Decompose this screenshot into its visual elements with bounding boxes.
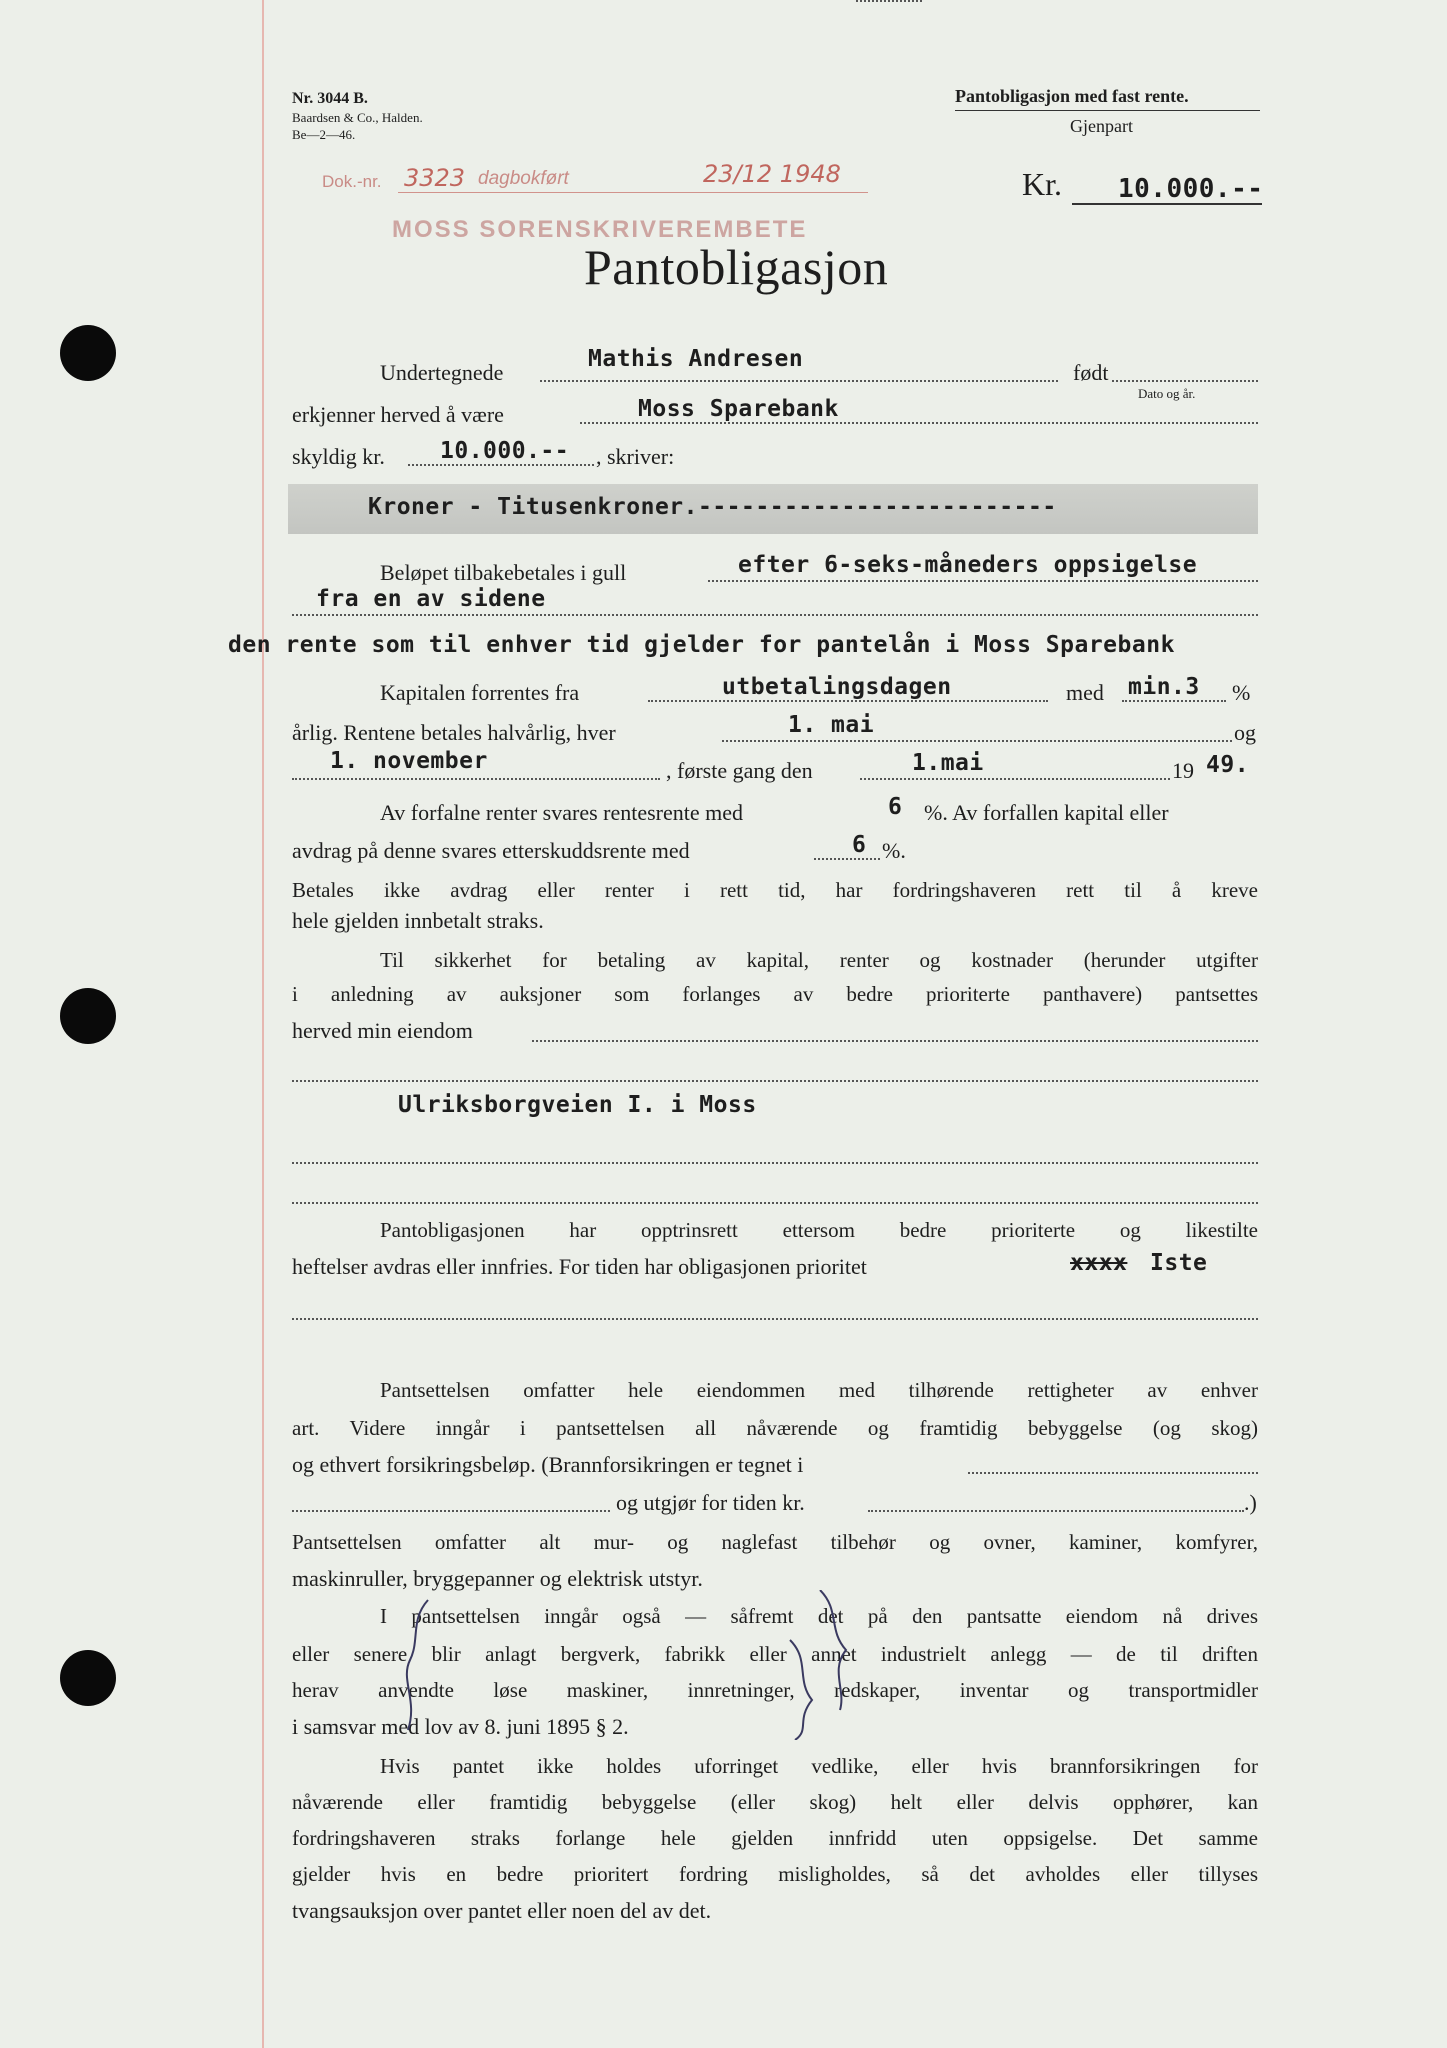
print-code: Be—2—46.: [292, 127, 356, 142]
security-clause-2: i anledning av auksjoner som forlanges av bedre prioriterte panthavere) pantsettes: [292, 982, 1258, 1006]
bracket-marks: [400, 1590, 870, 1740]
year-prefix: 19: [1172, 758, 1194, 783]
birth-date-line: [1112, 380, 1258, 382]
first-date-line: [860, 778, 1170, 780]
skyldig-label: skyldig kr.: [292, 444, 385, 469]
maintenance-2: nåværende eller framtidig bebyggelse (eller skog) helt eller delvis opphører, kan: [292, 1790, 1258, 1814]
default-clause-2: hele gjelden innbetalt straks.: [292, 908, 544, 933]
overdue-text-4: %.: [882, 838, 906, 863]
undertegnede-label: Undertegnede: [380, 360, 504, 385]
interest-from-line: [648, 700, 1048, 702]
amount-words: Kroner - Titusenkroner.-------------------------: [368, 494, 1057, 520]
creditor-label: erkjenner herved å være: [292, 402, 504, 427]
stamp-date: 23/12 1948: [703, 160, 841, 188]
punch-hole: [60, 988, 116, 1044]
kr-underline: [1072, 203, 1262, 205]
scope-4-end: .): [1244, 1490, 1257, 1515]
maintenance-3: fordringshaveren straks forlange hele gjelden innfridd uten oppsigelse. Det samme: [292, 1826, 1258, 1850]
mining-3: herav anvendte løse maskiner, innretninger, redskaper, inventar og transportmidler: [292, 1678, 1258, 1702]
form-number: Nr. 3044 B.: [292, 90, 368, 107]
skyldig-amount: 10.000.--: [440, 438, 570, 464]
property-description: Ulriksborgveien I. i Moss: [398, 1092, 757, 1118]
dato-label: Dato og år.: [1138, 386, 1196, 401]
aarlig-label: årlig. Rentene betales halvårlig, hver: [292, 720, 616, 745]
property-line-3: [292, 1162, 1258, 1164]
fodt-label: født: [1073, 360, 1109, 385]
overdue-rate-line-1: [856, 0, 922, 2]
first-payment-date: 1.mai: [912, 750, 984, 776]
gjenpart-label: Gjenpart: [1070, 116, 1133, 136]
repayment-terms-3: den rente som til enhver tid gjelder for pantelån i Moss Sparebank: [228, 632, 1175, 658]
repayment-line: [708, 580, 1258, 582]
payment-date-1: 1. mai: [788, 712, 875, 738]
property-line-4: [292, 1202, 1258, 1204]
interest-rate: min.3: [1128, 674, 1200, 700]
insurer-line: [968, 1472, 1258, 1474]
year-suffix: 49.: [1206, 752, 1250, 778]
kr-label: Kr.: [1022, 166, 1062, 202]
punch-hole: [60, 1650, 116, 1706]
margin-rule: [262, 0, 264, 2048]
scope-1: Pantsettelsen omfatter hele eiendommen med tilhørende rettigheter av enhver: [380, 1378, 1258, 1402]
maintenance-5: tvangsauksjon over pantet eller noen del av det.: [292, 1898, 712, 1923]
fixtures-2: maskinruller, bryggepanner og elektrisk utstyr.: [292, 1566, 703, 1591]
priority-line: [292, 1318, 1258, 1320]
priority-2: heftelser avdras eller innfries. For tiden har obligasjonen prioritet: [292, 1254, 867, 1279]
printer-name: Baardsen & Co., Halden.: [292, 110, 423, 125]
scope-3: og ethvert forsikringsbeløp. (Brannforsikringen er tegnet i: [292, 1452, 804, 1477]
security-clause-3: herved min eiendom: [292, 1018, 473, 1043]
payment-date-2: 1. november: [330, 748, 488, 774]
date1-line: [722, 740, 1232, 742]
mining-2: eller senere blir anlagt bergverk, fabrikk eller annet industrielt anlegg — de til driften: [292, 1642, 1258, 1666]
interest-from: utbetalingsdagen: [722, 674, 952, 700]
overdue-rate-1: 6: [888, 794, 903, 820]
kapitalen-label: Kapitalen forrentes fra: [380, 680, 580, 705]
property-line-1: [532, 1040, 1258, 1042]
stamp-dagbokfort-label: dagbokført: [478, 168, 569, 189]
creditor-line: [580, 422, 1258, 424]
maintenance-1: Hvis pantet ikke holdes uforringet vedlike, eller hvis brannforsikringen for: [380, 1754, 1258, 1778]
overdue-text-2: %. Av forfallen kapital eller: [924, 800, 1169, 825]
percent-sign: %: [1232, 680, 1251, 705]
priority-value: Iste: [1150, 1250, 1208, 1276]
debtor-name: Mathis Andresen: [588, 346, 804, 372]
overdue-rate-2: 6: [852, 832, 867, 858]
med-label: med: [1066, 680, 1104, 705]
repayment-terms-2: fra en av sidene: [316, 586, 546, 612]
skyldig-line: [408, 464, 594, 466]
stamp-dok-number: 3323: [404, 164, 466, 192]
insurance-line-a: [292, 1510, 610, 1512]
overdue-rate-line-2: [814, 858, 880, 860]
creditor-name: Moss Sparebank: [638, 396, 839, 422]
default-clause-1: Betales ikke avdrag eller renter i rett tid, har fordringshaveren rett til å kreve: [292, 878, 1258, 902]
mining-4: i samsvar med lov av 8. juni 1895 § 2.: [292, 1714, 629, 1739]
skriver-label: , skriver:: [596, 444, 675, 469]
stamp-office: MOSS SORENSKRIVEREMBETE: [392, 216, 808, 243]
overdue-text-1: Av forfalne renter svares rentesrente med: [380, 800, 744, 825]
forste-label: , første gang den: [666, 758, 813, 783]
title-underline: [955, 110, 1260, 111]
kr-amount: 10.000.--: [1118, 174, 1264, 204]
property-line-2: [292, 1080, 1258, 1082]
document-type-title: Pantobligasjon med fast rente.: [955, 86, 1189, 106]
rate-line: [1122, 700, 1226, 702]
scope-2: art. Videre inngår i pantsettelsen all nåværende og framtidig bebyggelse (og skog): [292, 1416, 1258, 1440]
bracket-mark-right: [820, 1590, 846, 1710]
stamp-dok-prefix: Dok.-nr.: [322, 172, 382, 191]
repayment-terms-1: efter 6-seks-måneders oppsigelse: [738, 552, 1198, 578]
repayment-line-2: [292, 614, 1258, 616]
date2-line: [292, 778, 660, 780]
og-label: og: [1234, 720, 1256, 745]
document-title: Pantobligasjon: [584, 239, 889, 295]
insurance-amount-line: [868, 1510, 1244, 1512]
security-clause-1: Til sikkerhet for betaling av kapital, renter og kostnader (herunder utgifter: [380, 948, 1258, 972]
stamp-underline: [398, 192, 868, 193]
priority-1: Pantobligasjonen har opptrinsrett ettersom bedre prioriterte og likestilte: [380, 1218, 1258, 1242]
bracket-mark-left: [407, 1600, 428, 1730]
priority-struck-value: xxxx: [1070, 1250, 1128, 1276]
punch-hole: [60, 325, 116, 381]
repayment-label: Beløpet tilbakebetales i gull: [380, 560, 627, 585]
maintenance-4: gjelder hvis en bedre prioritert fordring misligholdes, så det avholdes eller tillyses: [292, 1862, 1258, 1886]
debtor-name-line: [540, 380, 1058, 382]
bracket-mark-middle: [790, 1640, 812, 1740]
scope-4: og utgjør for tiden kr.: [616, 1490, 805, 1515]
overdue-text-3: avdrag på denne svares etterskuddsrente med: [292, 838, 690, 863]
fixtures-1: Pantsettelsen omfatter alt mur- og naglefast tilbehør og ovner, kaminer, komfyrer,: [292, 1530, 1258, 1554]
mining-1: I pantsettelsen inngår også — såfremt det på den pantsatte eiendom nå drives: [380, 1604, 1258, 1628]
